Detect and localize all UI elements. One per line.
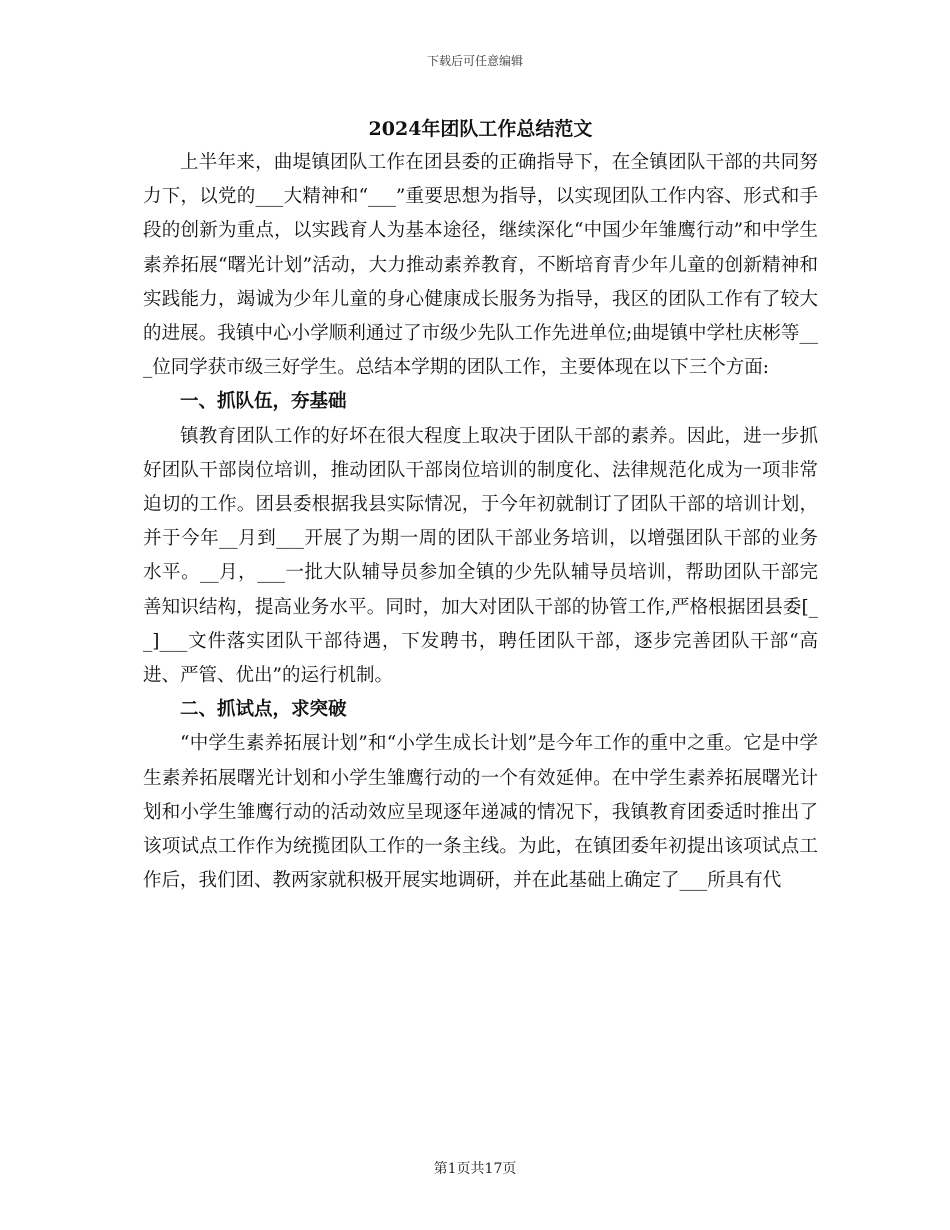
section-1-paragraph: 镇教育团队工作的好坏在很大程度上取决于团队干部的素养。因此，进一步抓好团队干部岗位培训，推动团队干部岗位培训的制度化、法律规范化成为一项非常迫切的工作。团县委根据我县实际情况，于今年初就制订了团队干部的培训计划，并于今年__月到___开展了为期一周的团队干部业务培训，以增强团队干部的业务水平。__月，___一批大队辅导员参加全镇的少先队辅导员培训，帮助团队干部完善知识结构，提高业务水平。同时，加大对团队干部的协管工作,严格根据团县委[__]___文件落实团队干部待遇，下发聘书，聘任团队干部，逐步完善团队干部“高进、严管、优出”的运行机制。 bbox=[143, 425, 818, 687]
section-1-heading: 一、抓队伍，夯基础 bbox=[180, 391, 347, 413]
page-header: 下载后可任意编辑 bbox=[426, 54, 523, 68]
document-title: 2024年团队工作总结范文 bbox=[368, 118, 593, 140]
page-footer: 第1页共17页 bbox=[433, 1161, 517, 1177]
section-2-heading: 二、抓试点，求突破 bbox=[180, 699, 347, 721]
section-2-paragraph: “中学生素养拓展计划”和“小学生成长计划”是今年工作的重中之重。它是中学生素养拓展曙光计划和小学生雏鹰行动的一个有效延伸。在中学生素养拓展曙光计划和小学生雏鹰行动的活动效应呈现逐年递减的情况下，我镇教育团委适时推出了该项试点工作作为统揽团队工作的一条主线。为此，在镇团委年初提出该项试点工作后，我们团、教两家就积极开展实地调研，并在此基础上确定了___所具有代 bbox=[143, 733, 818, 892]
intro-paragraph: 上半年来，曲堤镇团队工作在团县委的正确指导下，在全镇团队干部的共同努力下，以党的___大精神和“___”重要思想为指导，以实现团队工作内容、形式和手段的创新为重点，以实践育人为基本途径，继续深化“中国少年雏鹰行动”和中学生素养拓展“曙光计划”活动，大力推动素养教育，不断培育青少年儿童的创新精神和实践能力，竭诚为少年儿童的身心健康成长服务为指导，我区的团队工作有了较大的进展。我镇中心小学顺利通过了市级少先队工作先进单位;曲堤镇中学杜庆彬等___位同学获市级三好学生。总结本学期的团队工作，主要体现在以下三个方面: bbox=[143, 152, 818, 379]
document-body bbox=[143, 112, 818, 898]
